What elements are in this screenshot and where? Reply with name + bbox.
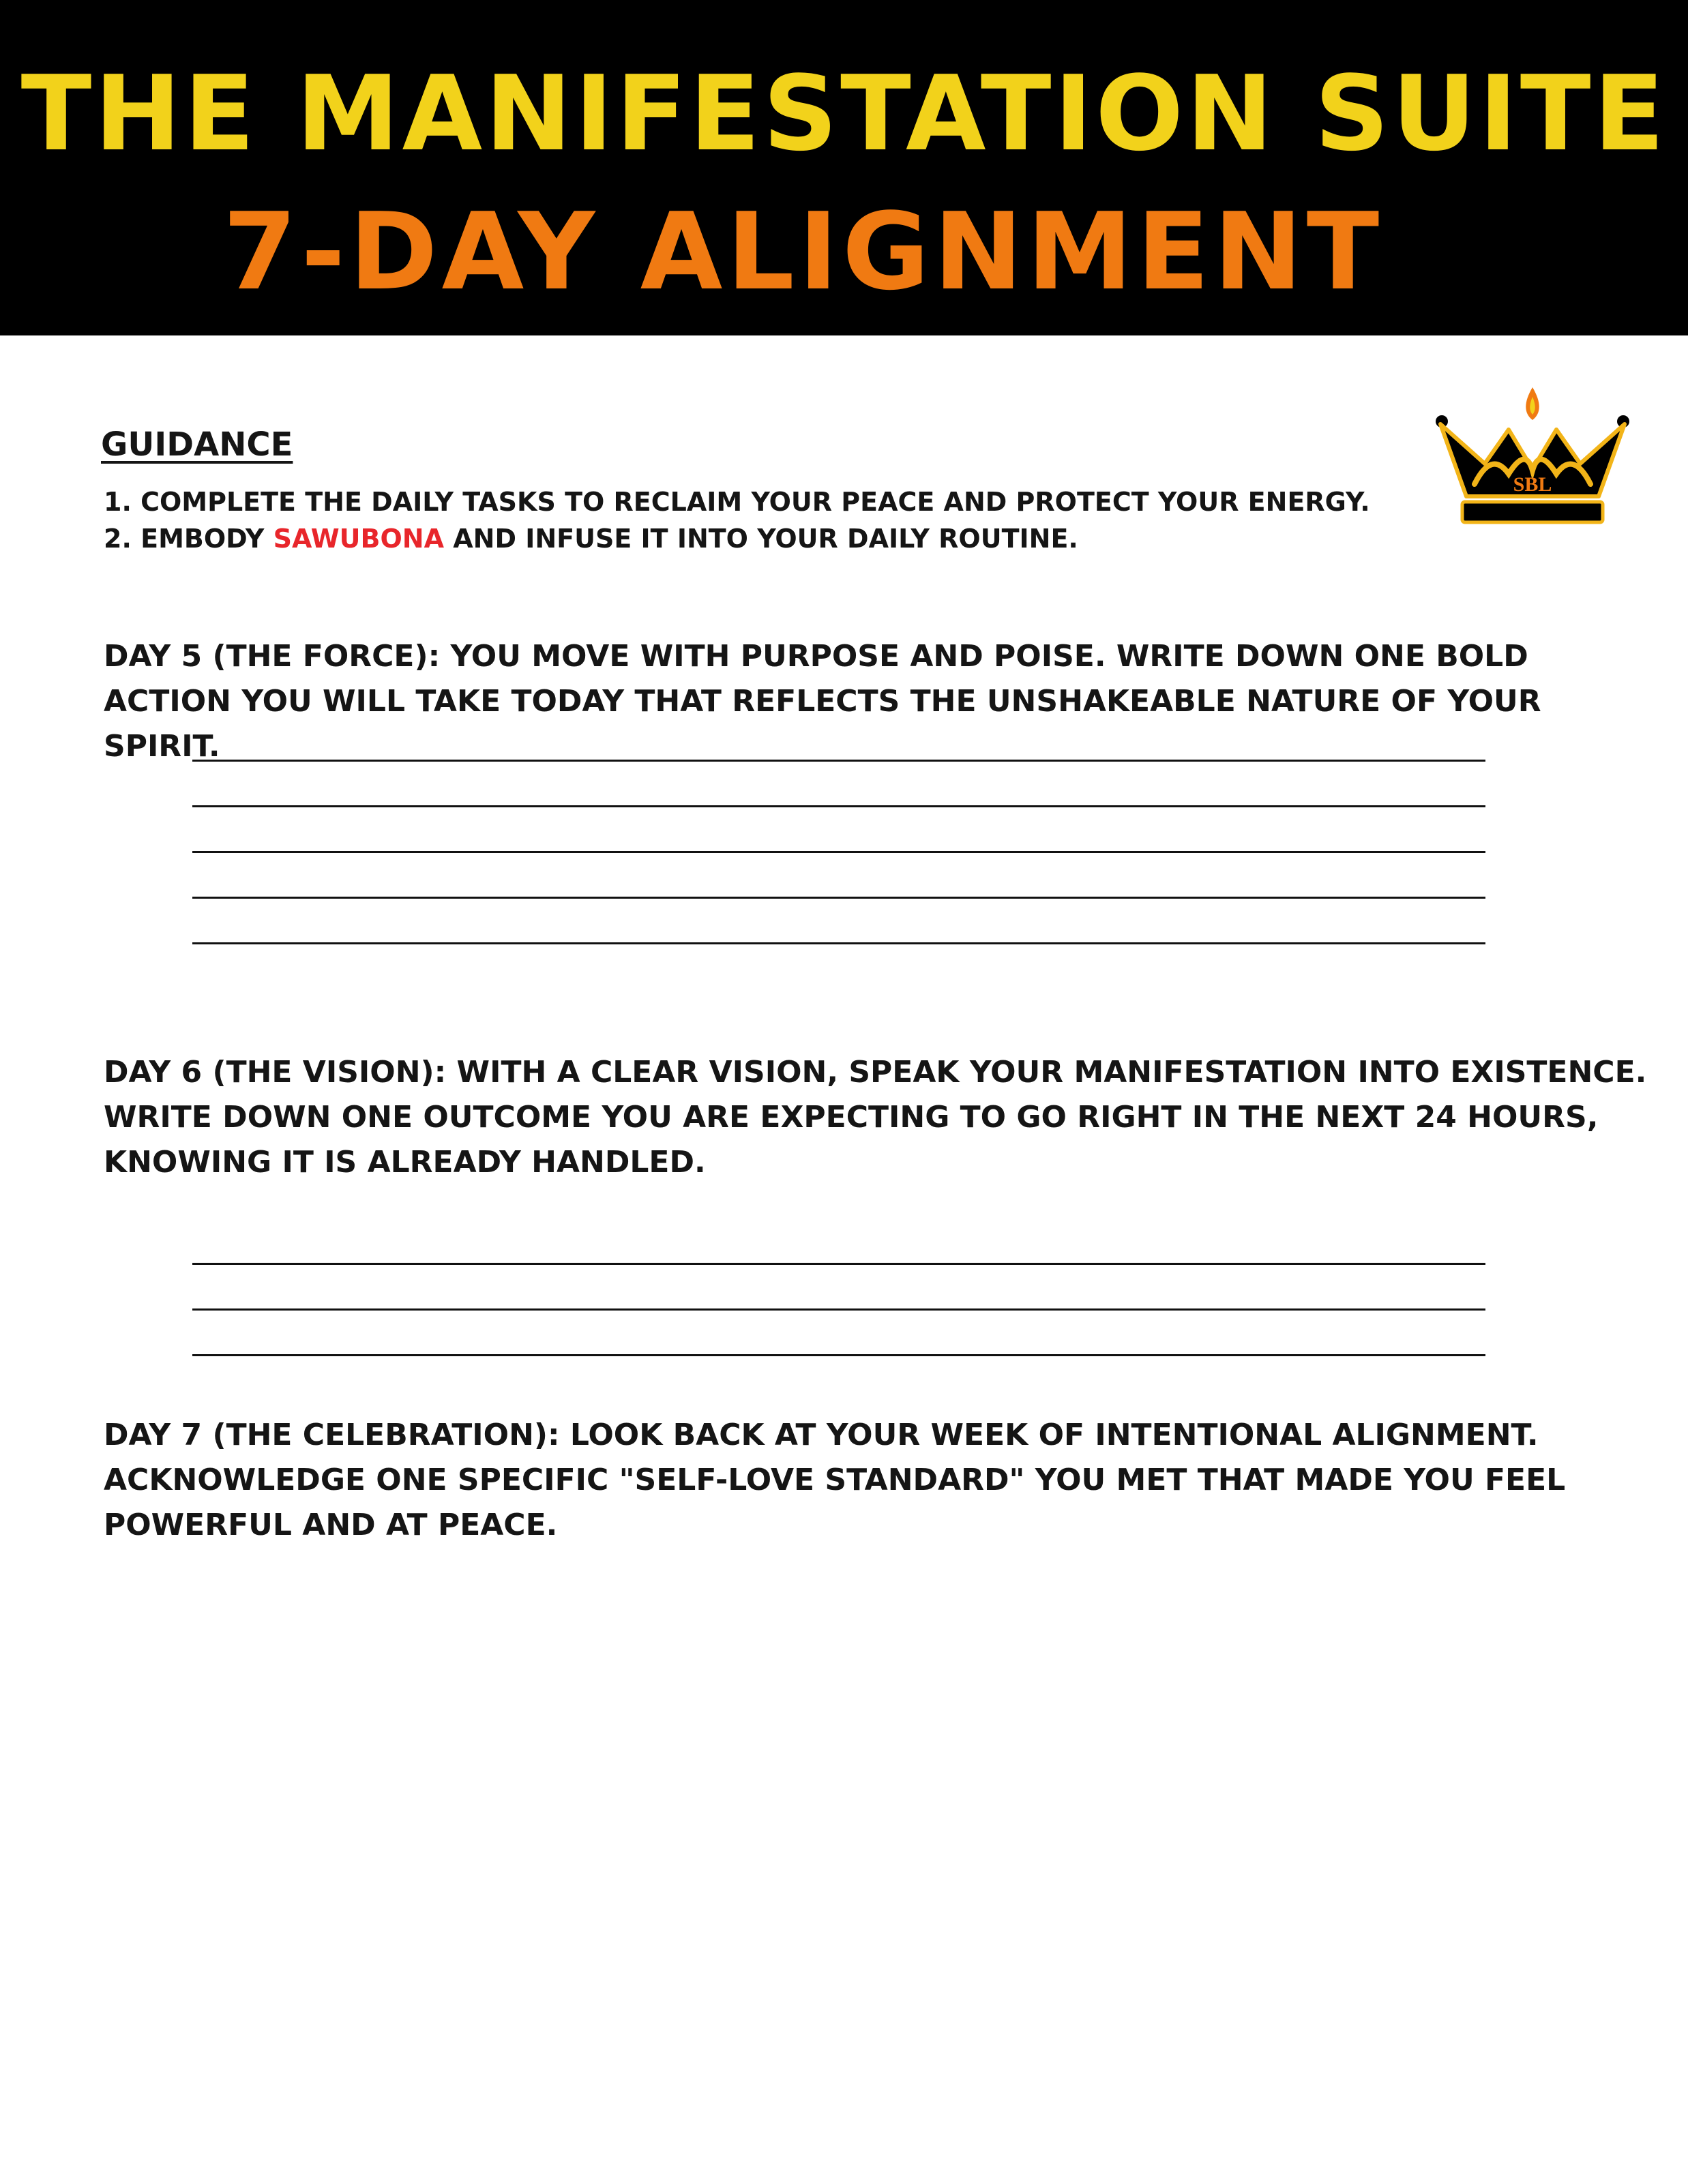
day6-answer-line-2[interactable]: [192, 1308, 1485, 1311]
header-banner: [0, 0, 1688, 335]
day6-answer-line-1[interactable]: [192, 1263, 1485, 1265]
day5-answer-line-3[interactable]: [192, 851, 1485, 853]
guidance-item-1: 1. COMPLETE THE DAILY TASKS TO RECLAIM YOUR PEACE AND PROTECT YOUR ENERGY.: [104, 487, 1370, 517]
guidance-item-2-suffix: AND INFUSE IT INTO YOUR DAILY ROUTINE.: [444, 524, 1078, 554]
sawubona-highlight: SAWUBONA: [273, 524, 444, 554]
day5-answer-line-5[interactable]: [192, 942, 1485, 944]
page-title: THE MANIFESTATION SUITE: [20, 53, 1668, 174]
day7-prompt: DAY 7 (THE CELEBRATION): LOOK BACK AT YOUR WEEK OF INTENTIONAL ALIGNMENT. ACKNOWLEDGE ONE SPECIFIC "SELF-LOVE STANDARD" YOU MET THAT MADE YOU FEEL POWERFUL AND AT PEACE.: [104, 1418, 1566, 1542]
logo-text: SBL: [1513, 473, 1552, 496]
day5-answer-line-2[interactable]: [192, 805, 1485, 807]
day5-answer-line-4[interactable]: [192, 897, 1485, 899]
day5-prompt: DAY 5 (THE FORCE): YOU MOVE WITH PURPOSE AND POISE. WRITE DOWN ONE BOLD ACTION YOU WILL TAKE TODAY THAT REFLECTS THE UNSHAKEABLE NATURE OF YOUR SPIRIT.: [104, 639, 1541, 764]
crown-icon: [1427, 382, 1638, 539]
guidance-heading: GUIDANCE: [101, 425, 293, 464]
day5-answer-line-1[interactable]: [192, 760, 1485, 762]
page-subtitle: 7-DAY ALIGNMENT: [222, 190, 1384, 314]
day6-answer-line-3[interactable]: [192, 1354, 1485, 1356]
day6-prompt: DAY 6 (THE VISION): WITH A CLEAR VISION, SPEAK YOUR MANIFESTATION INTO EXISTENCE. WRITE DOWN ONE OUTCOME YOU ARE EXPECTING TO GO RIGHT IN THE NEXT 24 HOURS, KNOWING IT IS ALREADY HANDLED.: [104, 1055, 1647, 1180]
guidance-item-2-prefix: 2. EMBODY: [104, 524, 273, 554]
guidance-item-2: [104, 524, 1078, 554]
